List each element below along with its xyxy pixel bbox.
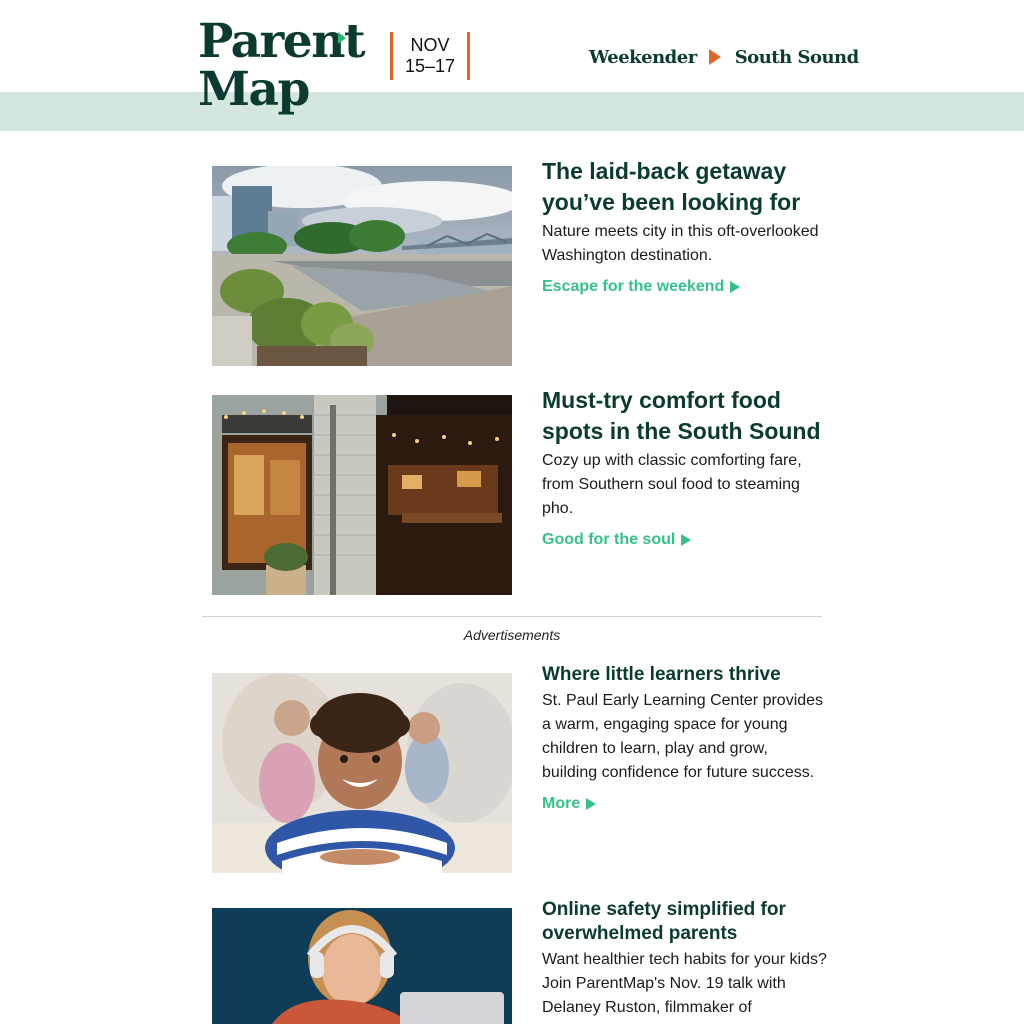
cta-label: Good for the soul: [542, 531, 676, 548]
section-divider: [202, 616, 822, 617]
waterfront-photo: [212, 166, 512, 366]
arrow-right-icon: [586, 798, 596, 810]
ad-image-learners[interactable]: [212, 673, 512, 873]
nav-south-sound[interactable]: South Sound: [734, 46, 859, 68]
arrow-right-icon: [681, 534, 691, 546]
cta-label: More: [542, 795, 581, 812]
article-1: [542, 156, 827, 296]
logo-line-1: Parent: [198, 14, 365, 69]
ad-image-online-safety[interactable]: [212, 908, 512, 1024]
child-photo: [212, 673, 512, 873]
escape-weekend-link[interactable]: [542, 278, 740, 296]
ad-title[interactable]: Where little learners thrive: [542, 664, 781, 685]
article-description: Cozy up with classic comforting fare, from Southern soul food to steaming pho.: [542, 452, 802, 517]
date-days: 15–17: [404, 56, 456, 76]
ad-title[interactable]: Online safety simplified for overwhelmed parents: [542, 899, 786, 944]
restaurant-photo: [212, 395, 512, 595]
ad-description: Want healthier tech habits for your kids? Join ParentMap's Nov. 19 talk with Delaney Ruston, filmmaker of: [542, 951, 827, 1016]
cta-label: Escape for the weekend: [542, 278, 725, 295]
date-month: NOV: [410, 35, 450, 55]
header-accent-band: [0, 92, 1024, 131]
parentmap-logo[interactable]: [198, 14, 365, 122]
newsletter-nav: [589, 44, 859, 70]
article-image-waterfront[interactable]: [212, 166, 512, 366]
more-link[interactable]: [542, 795, 596, 813]
chevron-right-icon: [709, 49, 721, 65]
article-title[interactable]: The laid-back getaway you’ve been looking for: [542, 158, 801, 215]
ad-description: St. Paul Early Learning Center provides a warm, engaging space for young children to learn, play and grow, building confidence for future success.: [542, 692, 824, 781]
ad-1: [542, 663, 827, 813]
logo-play-icon: [338, 32, 346, 44]
article-image-restaurant[interactable]: [212, 395, 512, 595]
girl-headphones-photo: [212, 908, 512, 1024]
date-box: [390, 32, 470, 80]
advertisements-label: Advertisements: [463, 627, 561, 643]
ad-2: [542, 898, 827, 1020]
arrow-right-icon: [730, 281, 740, 293]
article-description: Nature meets city in this oft-overlooked Washington destination.: [542, 223, 819, 264]
logo-line-2: Map: [198, 62, 309, 117]
article-title[interactable]: Must-try comfort food spots in the South Sound: [542, 387, 821, 444]
article-2: [542, 385, 827, 549]
nav-weekender[interactable]: Weekender: [589, 46, 697, 68]
good-for-soul-link[interactable]: [542, 531, 691, 549]
